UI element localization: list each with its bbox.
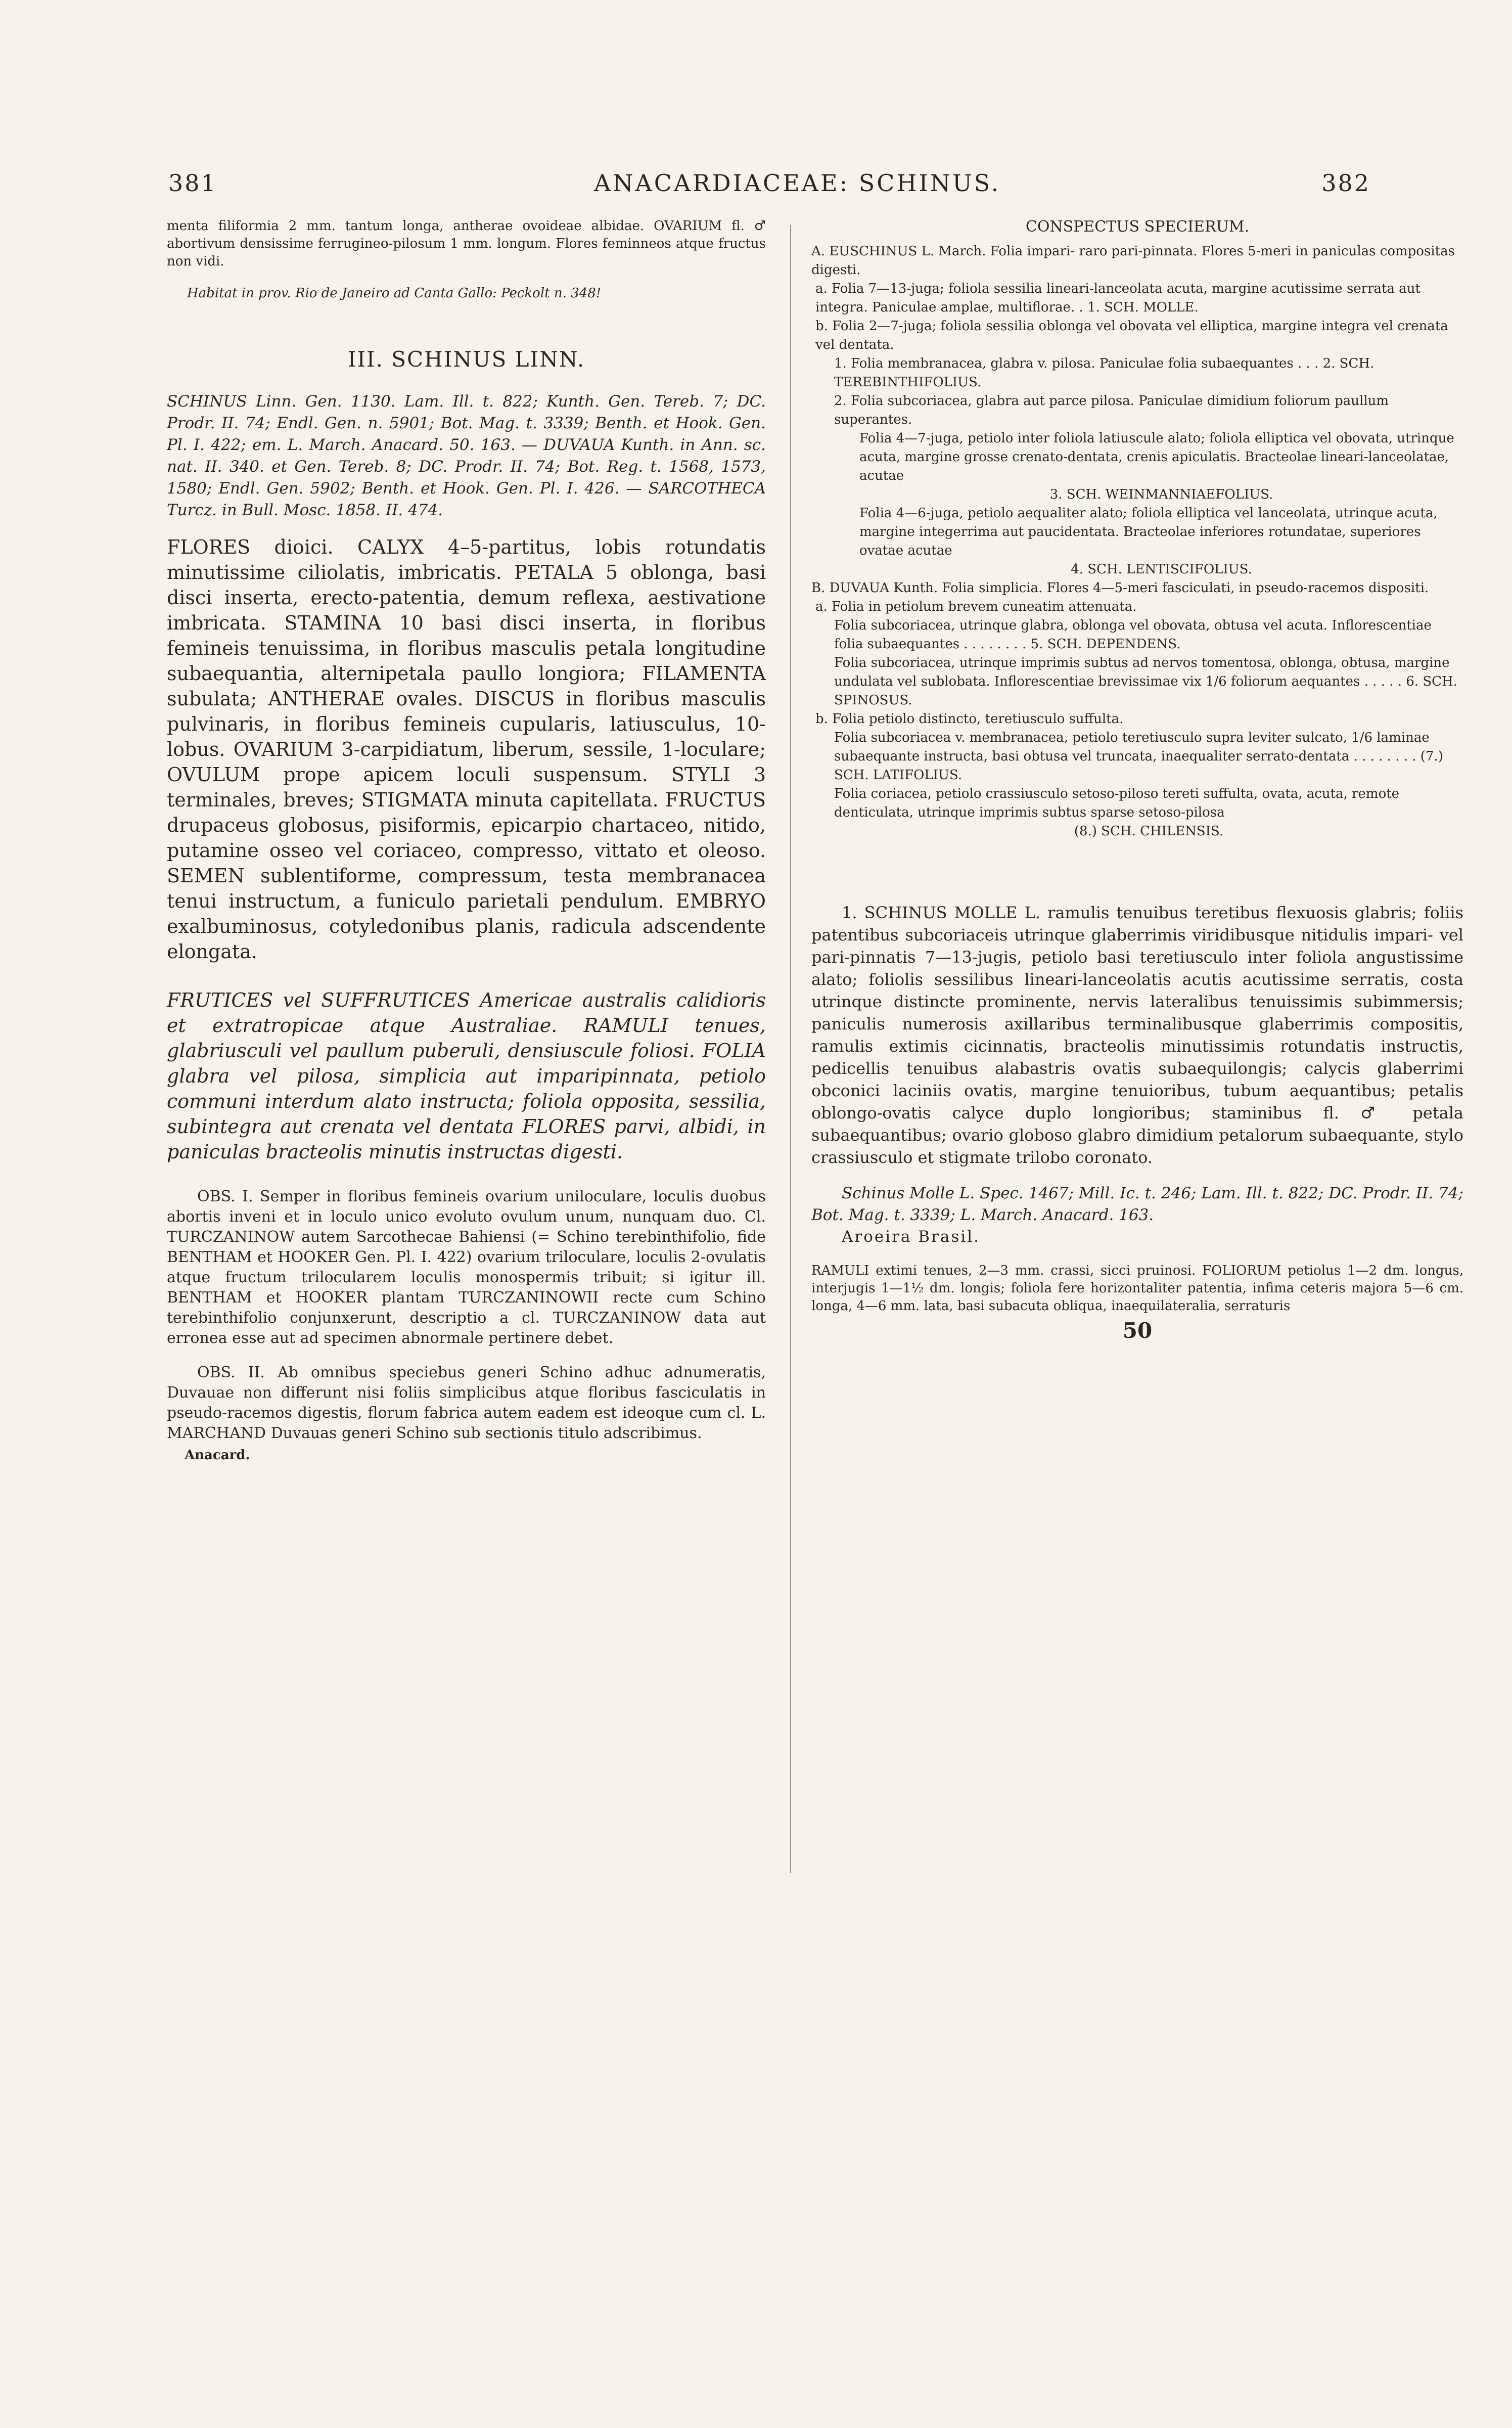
key-b-b-2-species: (8.) SCH. CHILENSIS. xyxy=(1074,824,1224,839)
key-a-b: b. Folia 2—7-juga; foliola sessilia oblonga vel obovata vel elliptica, margine integra vel crenata vel dentata. xyxy=(815,319,1448,352)
observation-1: OBS. I. Semper in floribus femineis ovarium uniloculare, loculis duobus abortis inveni et in loculo unico evoluto ovulum unum, nunquam duo. Cl. TURCZANINOW autem Sarcothecae Bahiensi (= Schino terebinthifolio, fide BENTHAM et HOOKER Gen. Pl. I. 422) ovarium triloculare, loculis 2-ovulatis atque fructum trilocularem loculis monospermis tribuit; si igitur ill. BENTHAM et HOOKER plantam TURCZANINOWII recte cum Schino terebinthifolio conjunxerunt, descriptio a cl. TURCZANINOW data aut erronea esse aut ad specimen abnormale pertinere debet. xyxy=(167,1188,766,1347)
key-a-a-text: a. Folia 7—13-juga; foliola sessilia lineari-lanceolata acuta, margine acutissime serrata aut integra. Paniculae amplae, multiflorae. xyxy=(815,281,1421,315)
observation-2: OBS. II. Ab omnibus speciebus generi Schino adhuc adnumeratis, Duvauae non differunt nisi foliis simplicibus atque floribus fasciculatis in pseudo-racemos digestis, florum fabrica autem eadem est ideoque cum cl. L. MARCHAND Duvauas generi Schino sub sectionis titulo adscribimus. xyxy=(167,1364,766,1442)
key-b-a-1-species: 5. SCH. DEPENDENS. xyxy=(1030,637,1181,652)
species-1-detail: RAMULI extimi tenues, 2—3 mm. crassi, sicci pruinosi. FOLIORUM petiolus 1—2 dm. longus, interjugis 1—1½ dm. longis; foliola fere horizontaliter patentia, infima ceteris majora 5—6 cm. longa, 4—6 mm. lata, basi subacuta obliqua, inaequilateralia, serraturis xyxy=(811,1263,1463,1314)
genus-habit: FRUTICES vel SUFFRUTICES Americae australis calidioris et extratropicae atque Australiae. RAMULI tenues, glabriusculi vel paullum puberuli, densiuscule foliosi. FOLIA glabra vel pilosa, simplicia aut imparipinnata, petiolo communi interdum alato instructa; foliola opposita, sessilia, subintegra aut crenata vel dentata FLORES parvi, albidi, in paniculas bracteolis minutis instructas digesti. xyxy=(167,989,766,1163)
key-a-b-2-ii: Folia 4—6-juga, petiolo aequaliter alato; foliola elliptica vel lanceolata, utrinque acuta, margine integerrima aut paucidentata. Bracteolae inferiores rotundatae, superiores ovatae acutae xyxy=(859,506,1438,558)
signature-mark: Anacard. xyxy=(185,1448,250,1463)
habitat-note: Habitat in prov. Rio de Janeiro ad Canta Gallo: Peckolt n. 348! xyxy=(187,286,602,301)
key-b-b: b. Folia petiolo distincto, teretiusculo suffulta. xyxy=(815,711,1124,727)
key-b-a-2 xyxy=(834,654,1463,710)
key-b-a-2-species: 6. SCH. SPINOSUS. xyxy=(834,674,1457,708)
key-a-b-2: 2. Folia subcoriacea, glabra aut parce pilosa. Paniculae dimidium foliorum paullum superantes. xyxy=(834,393,1389,427)
genus-description: FLORES dioici. CALYX 4–5-partitus, lobis rotundatis minutissime ciliolatis, imbricatis. PETALA 5 oblonga, basi disci inserta, erecto-patentia, demum reflexa, aestivatione imbricata. STAMINA 10 basi disci inserta, in floribus femineis tenuissima, in floribus masculis petala longitudine subaequantia, alternipetala paullo longiora; FILAMENTA subulata; ANTHERAE ovales. DISCUS in floribus masculis pulvinaris, in floribus femineis cupularis, latiusculus, 10-lobus. OVARIUM 3-carpidiatum, liberum, sessile, 1-loculare; OVULUM prope apicem loculi suspensum. STYLI 3 terminales, breves; STIGMATA minuta capitellata. FRUCTUS drupaceus globosus, pisiformis, epicarpio chartaceo, nitido, putamine osseo vel coriaceo, compresso, vittato et oleoso. SEMEN sublentiforme, compressum, testa membranacea tenui instructum, a funiculo parietali pendulum. EMBRYO exalbuminosus, cotyledonibus planis, radicula adscendente elongata. xyxy=(167,536,766,963)
conspectus-title: CONSPECTUS SPECIERUM. xyxy=(1025,218,1250,236)
key-b-b-1 xyxy=(834,729,1463,785)
key-a-b-1 xyxy=(834,354,1463,392)
key-b-b-1-species: (7.) SCH. LATIFOLIUS. xyxy=(834,749,1443,783)
key-a-b-2-i: Folia 4—7-juga, petiolo inter foliola latiuscule alato; foliola elliptica vel obovata, utrinque acuta, margine grosse crenato-dentata, crenis apiculatis. Bracteolae lineari-lanceolatae, acutae xyxy=(859,431,1454,483)
key-b-a-2-text: Folia subcoriacea, utrinque imprimis subtus ad nervos tomentosa, oblonga, obtusa, margine undulata vel sublobata. Inflorescentiae brevissimae vix 1/6 foliorum aequantes . . . . . xyxy=(834,655,1450,689)
key-a-b-2-ii-species: 4. SCH. LENTISCIFOLIUS. xyxy=(1071,562,1252,577)
key-b-a-1 xyxy=(834,616,1463,654)
species-key xyxy=(811,242,1463,841)
sheet-number: 50 xyxy=(1122,1318,1153,1343)
key-section-a: A. EUSCHINUS L. March. Folia impari- raro pari-pinnata. Flores 5-meri in paniculas compositas digesti. xyxy=(811,244,1455,278)
key-a-b-1-species: 2. SCH. TEREBINTHIFOLIUS. xyxy=(834,356,1374,390)
genus-synonymy: SCHINUS Linn. Gen. 1130. Lam. Ill. t. 822; Kunth. Gen. Tereb. 7; DC. Prodr. II. 74; Endl. Gen. n. 5901; Bot. Mag. t. 3339; Benth. et Hook. Gen. Pl. I. 422; em. L. March. Anacard. 50. 163. — DUVAUA Kunth. in Ann. sc. nat. II. 340. et Gen. Tereb. 8; DC. Prodr. II. 74; Bot. Reg. t. 1568, 1573, 1580; Endl. Gen. 5902; Benth. et Hook. Gen. Pl. I. 426. — SARCOTHECA Turcz. in Bull. Mosc. 1858. II. 474. xyxy=(167,392,766,519)
key-a-a-species: . 1. SCH. MOLLE. xyxy=(1079,300,1199,315)
running-title: ANACARDIACEAE: SCHINUS. xyxy=(594,169,1001,197)
key-a-b-2-i-species: 3. SCH. WEINMANNIAEFOLIUS. xyxy=(1049,487,1273,502)
page-number-left: 381 xyxy=(168,169,217,197)
genus-heading: III. SCHINUS LINN. xyxy=(347,347,585,372)
page-number-right: 382 xyxy=(1321,169,1370,197)
vernacular-name: Aroeira Brasil. xyxy=(842,1228,980,1246)
column-divider xyxy=(790,225,791,1873)
key-b-a: a. Folia in petiolum brevem cuneatim attenuata. xyxy=(815,599,1137,614)
species-1-citations: Schinus Molle L. Spec. 1467; Mill. Ic. t. 246; Lam. Ill. t. 822; DC. Prodr. II. 74; Bot. Mag. t. 3339; L. March. Anacard. 163. xyxy=(811,1184,1463,1224)
intro-paragraph: menta filiformia 2 mm. tantum longa, antherae ovoideae albidae. OVARIUM fl. ♂ abortivum densissime ferrugineo-pilosum 1 mm. longum. Flores feminneos atque fructus non vidi. xyxy=(167,218,766,269)
key-a-a xyxy=(815,280,1463,317)
species-1-description: 1. SCHINUS MOLLE L. ramulis tenuibus teretibus flexuosis glabris; foliis patentibus subcoriaceis utrinque glaberrimis viridibusque nitidulis impari- vel pari-pinnatis 7—13-jugis, petiolo basi teretiusculo inter foliola angustissime alato; foliolis sessilibus lineari-lanceolatis acutis acutissime serratis, costa utrinque distincte prominente, nervis lateralibus tenuissimis subimmersis; paniculis numerosis axillaribus terminalibusque glaberrimis compositis, ramulis extimis cicinnatis, bracteolis minutissimis rotundatis instructis, pedicellis tenuibus alabastris ovatis subaequilongis; calycis glaberrimi obconici laciniis ovatis, margine tenuioribus, tubum aequantibus; petalis oblongo-ovatis calyce duplo longioribus; staminibus fl. ♂ petala subaequantibus; ovario globoso glabro dimidium petalorum subaequante, stylo crassiusculo et stigmate trilobo coronato. xyxy=(811,903,1463,1167)
left-column xyxy=(167,217,766,1463)
key-a-b-1-text: 1. Folia membranacea, glabra v. pilosa. Paniculae folia subaequantes . . . xyxy=(834,356,1319,371)
key-b-b-1-text: Folia subcoriacea v. membranacea, petiolo teretiusculo supra leviter sulcato, 1/6 laminae subaequante instructa, basi obtusa vel truncata, inaequaliter serrato-dentata . . . . . . . . xyxy=(834,730,1430,764)
key-b-b-2: Folia coriacea, petiolo crassiusculo setoso-piloso tereti suffulta, ovata, acuta, remote denticulata, utrinque imprimis subtus sparse setoso-pilosa xyxy=(834,786,1400,820)
key-b-a-1-text: Folia subcoriacea, utrinque glabra, oblonga vel obovata, obtusa vel acuta. Inflorescentiae folia subaequantes . . . . . . . . xyxy=(834,618,1432,652)
running-header xyxy=(0,169,1512,200)
right-column xyxy=(811,217,1463,1343)
key-section-b: B. DUVAUA Kunth. Folia simplicia. Flores 4—5-meri fasciculati, in pseudo-racemos dispositi. xyxy=(811,580,1429,596)
